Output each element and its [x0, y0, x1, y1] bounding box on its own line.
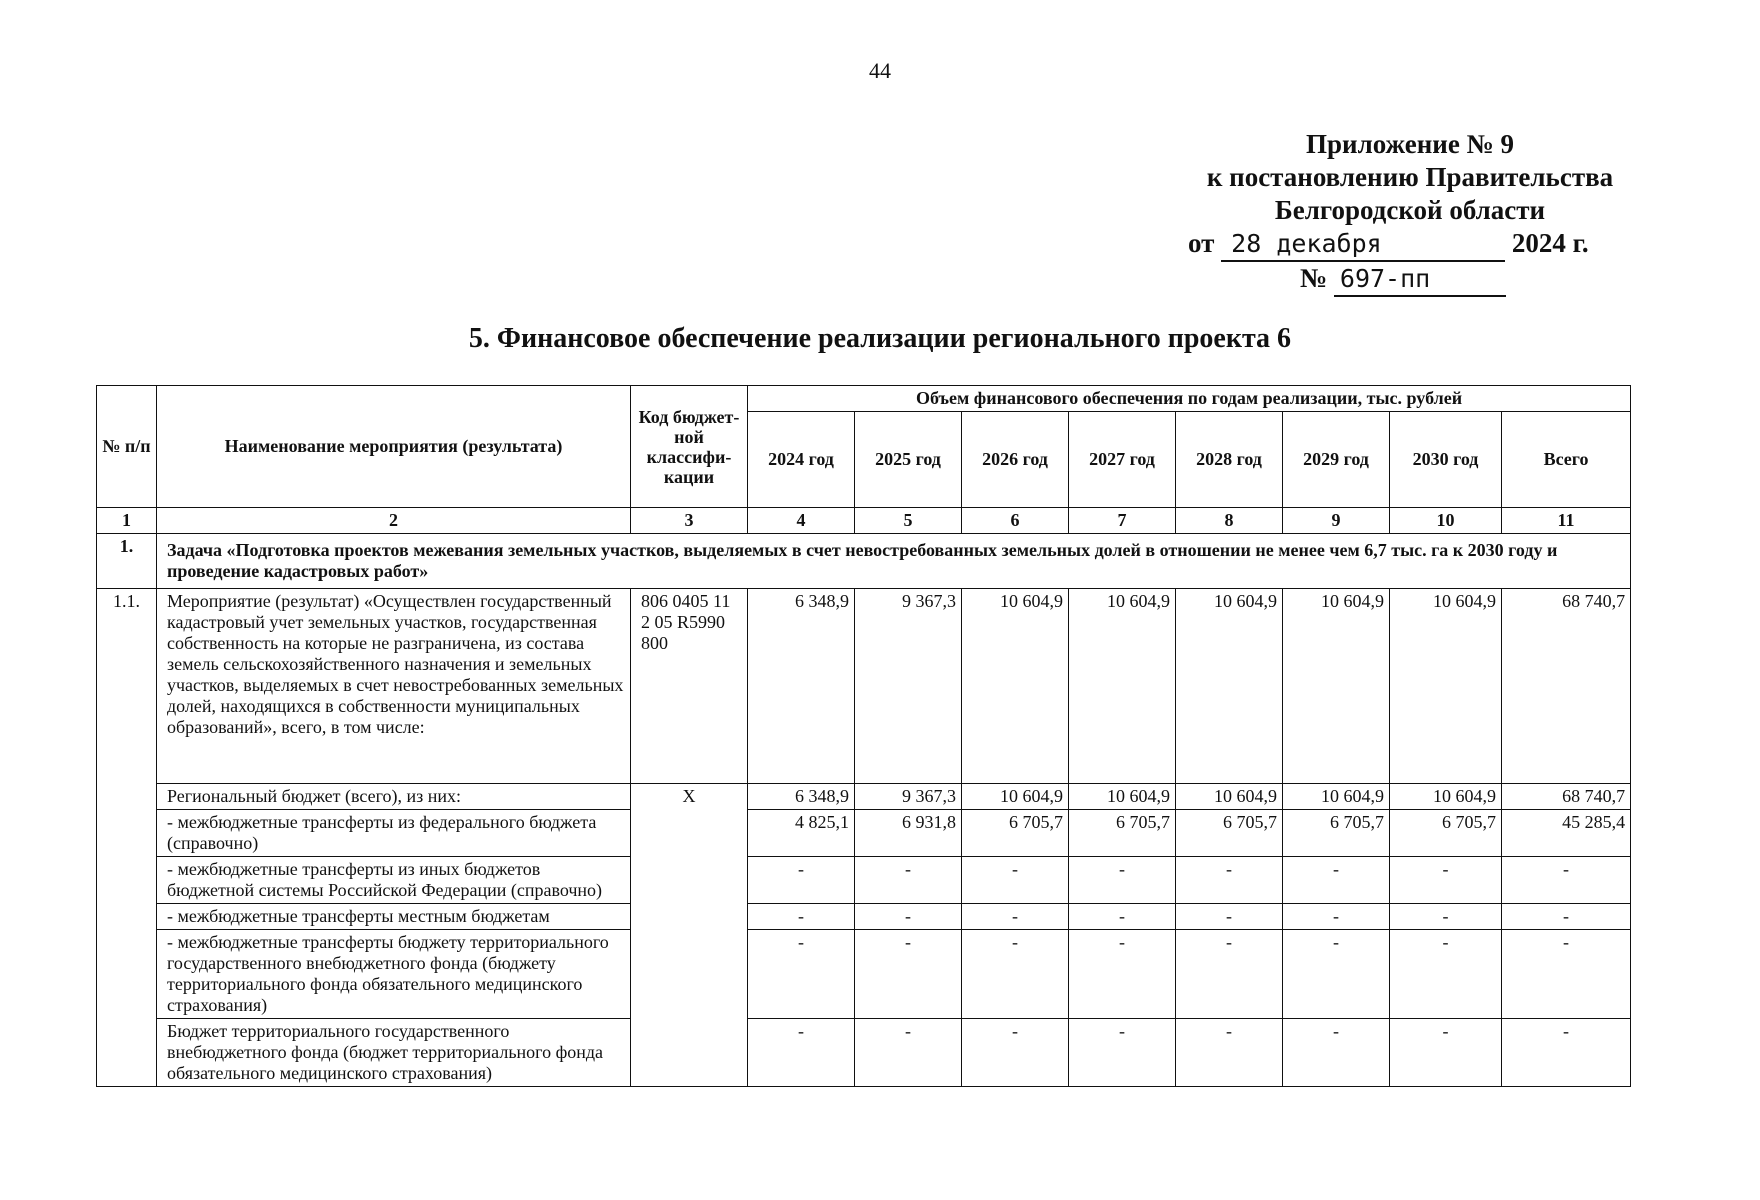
row-value: -	[1283, 930, 1390, 1019]
row-value: 6 705,7	[1176, 810, 1283, 857]
measure-code: 806 0405 11 2 05 R5990 800	[631, 589, 748, 784]
header-year-2027: 2027 год	[1069, 412, 1176, 508]
row-value: -	[1283, 1019, 1390, 1087]
col-number: 5	[855, 508, 962, 534]
row-value: -	[962, 1019, 1069, 1087]
row-value: -	[1502, 930, 1631, 1019]
table-row	[97, 857, 1631, 904]
row-value: -	[1069, 904, 1176, 930]
table-row	[97, 904, 1631, 930]
row-value: 10 604,9	[1069, 784, 1176, 810]
row-value: -	[748, 930, 855, 1019]
measure-number: 1.1.	[97, 589, 157, 784]
row-value: 9 367,3	[855, 784, 962, 810]
header-code: Код бюджет-ной классифи-кации	[631, 386, 748, 508]
row-value: -	[1176, 904, 1283, 930]
col-number: 4	[748, 508, 855, 534]
header-year-2024: 2024 год	[748, 412, 855, 508]
column-numbers-row	[97, 508, 1631, 534]
row-value: -	[1176, 1019, 1283, 1087]
financing-table	[96, 385, 1631, 1087]
measure-value: 10 604,9	[962, 589, 1069, 784]
col-number: 2	[157, 508, 631, 534]
task-number: 1.	[97, 534, 157, 589]
row-value: -	[1390, 930, 1502, 1019]
col-number: 6	[962, 508, 1069, 534]
row-name: - межбюджетные трансферты из иных бюджетов бюджетной системы Российской Федерации (справочно)	[157, 857, 631, 904]
col-number: 11	[1502, 508, 1631, 534]
row-value: -	[962, 857, 1069, 904]
x-mark: X	[631, 784, 748, 1087]
row-value: -	[1176, 930, 1283, 1019]
row-name: - межбюджетные трансферты бюджету территориального государственного внебюджетного фонда (бюджету территориального фонда обязательного медицинского страхования)	[157, 930, 631, 1019]
row-value: -	[748, 857, 855, 904]
header-total: Всего	[1502, 412, 1631, 508]
task-row	[97, 534, 1631, 589]
measure-value: 10 604,9	[1283, 589, 1390, 784]
row-value: 45 285,4	[1502, 810, 1631, 857]
row-value: -	[1502, 904, 1631, 930]
row-value: 6 705,7	[962, 810, 1069, 857]
col-number: 3	[631, 508, 748, 534]
measure-value: 6 348,9	[748, 589, 855, 784]
row-value: -	[1502, 857, 1631, 904]
row-value: -	[855, 1019, 962, 1087]
row-value: 6 705,7	[1390, 810, 1502, 857]
number-value: 697-пп	[1334, 262, 1506, 297]
appendix-date-line	[1180, 227, 1640, 262]
row-value: -	[1390, 904, 1502, 930]
date-year: 2024 г.	[1511, 228, 1589, 258]
row-value: -	[1283, 904, 1390, 930]
table-row	[97, 1019, 1631, 1087]
row-value: -	[1390, 1019, 1502, 1087]
empty-cell	[97, 784, 157, 1087]
row-value: -	[962, 904, 1069, 930]
row-value: -	[855, 904, 962, 930]
row-value: 10 604,9	[1283, 784, 1390, 810]
row-value: 10 604,9	[1390, 784, 1502, 810]
row-value: 10 604,9	[1176, 784, 1283, 810]
table-row	[97, 930, 1631, 1019]
row-value: 6 931,8	[855, 810, 962, 857]
row-value: 6 705,7	[1069, 810, 1176, 857]
date-value: 28 декабря	[1221, 227, 1505, 262]
measure-value: 10 604,9	[1390, 589, 1502, 784]
header-year-2029: 2029 год	[1283, 412, 1390, 508]
row-value: -	[748, 904, 855, 930]
row-value: -	[1176, 857, 1283, 904]
appendix-line-3: Белгородской области	[1274, 195, 1546, 225]
appendix-line-2: к постановлению Правительства	[1206, 162, 1614, 192]
task-text: Задача «Подготовка проектов межевания земельных участков, выделяемых в счет невостребованных земельных долей в отношении не менее чем 6,7 тыс. га к 2030 году и проведение кадастровых работ»	[157, 534, 1631, 589]
row-value: -	[1069, 857, 1176, 904]
header-pp: № п/п	[97, 386, 157, 508]
measure-row	[97, 589, 1631, 784]
row-value: -	[1502, 1019, 1631, 1087]
header-year-2025: 2025 год	[855, 412, 962, 508]
col-number: 8	[1176, 508, 1283, 534]
col-number: 1	[97, 508, 157, 534]
appendix-header	[1180, 128, 1640, 297]
measure-value: 10 604,9	[1176, 589, 1283, 784]
col-number: 9	[1283, 508, 1390, 534]
row-value: 10 604,9	[962, 784, 1069, 810]
col-number: 7	[1069, 508, 1176, 534]
measure-name: Мероприятие (результат) «Осуществлен государственный кадастровый учет земельных участков, государственная собственность на которые не разграничена, из состава земель сельскохозяйственного назначения и земельных участков, выделяемых в счет невостребованных земельных долей, находящихся в собственности муниципальных образований», всего, в том числе:	[157, 589, 631, 784]
col-number: 10	[1390, 508, 1502, 534]
appendix-line-1: Приложение № 9	[1306, 129, 1514, 159]
row-value: -	[1069, 930, 1176, 1019]
table-row	[97, 810, 1631, 857]
header-year-2026: 2026 год	[962, 412, 1069, 508]
row-value: -	[855, 857, 962, 904]
header-year-2028: 2028 год	[1176, 412, 1283, 508]
row-value: -	[1283, 857, 1390, 904]
row-value: -	[1069, 1019, 1176, 1087]
row-name: Бюджет территориального государственного внебюджетного фонда (бюджет территориального фонда обязательного медицинского страхования)	[157, 1019, 631, 1087]
number-prefix: №	[1300, 263, 1328, 293]
section-title: 5. Финансовое обеспечение реализации регионального проекта 6	[468, 323, 1292, 354]
row-name: Региональный бюджет (всего), из них:	[157, 784, 631, 810]
row-value: 68 740,7	[1502, 784, 1631, 810]
row-value: -	[1390, 857, 1502, 904]
measure-value: 9 367,3	[855, 589, 962, 784]
date-prefix: от	[1188, 228, 1215, 258]
row-name: - межбюджетные трансферты из федерального бюджета (справочно)	[157, 810, 631, 857]
row-value: 4 825,1	[748, 810, 855, 857]
header-name: Наименование мероприятия (результата)	[157, 386, 631, 508]
measure-value: 10 604,9	[1069, 589, 1176, 784]
measure-value: 68 740,7	[1502, 589, 1631, 784]
row-name: - межбюджетные трансферты местным бюджетам	[157, 904, 631, 930]
appendix-number-line	[1180, 262, 1640, 297]
table-row	[97, 784, 1631, 810]
row-value: -	[748, 1019, 855, 1087]
page-number: 44	[869, 58, 891, 83]
row-value: 6 705,7	[1283, 810, 1390, 857]
row-value: -	[962, 930, 1069, 1019]
row-value: 6 348,9	[748, 784, 855, 810]
header-year-2030: 2030 год	[1390, 412, 1502, 508]
row-value: -	[855, 930, 962, 1019]
header-volume: Объем финансового обеспечения по годам реализации, тыс. рублей	[748, 386, 1631, 412]
